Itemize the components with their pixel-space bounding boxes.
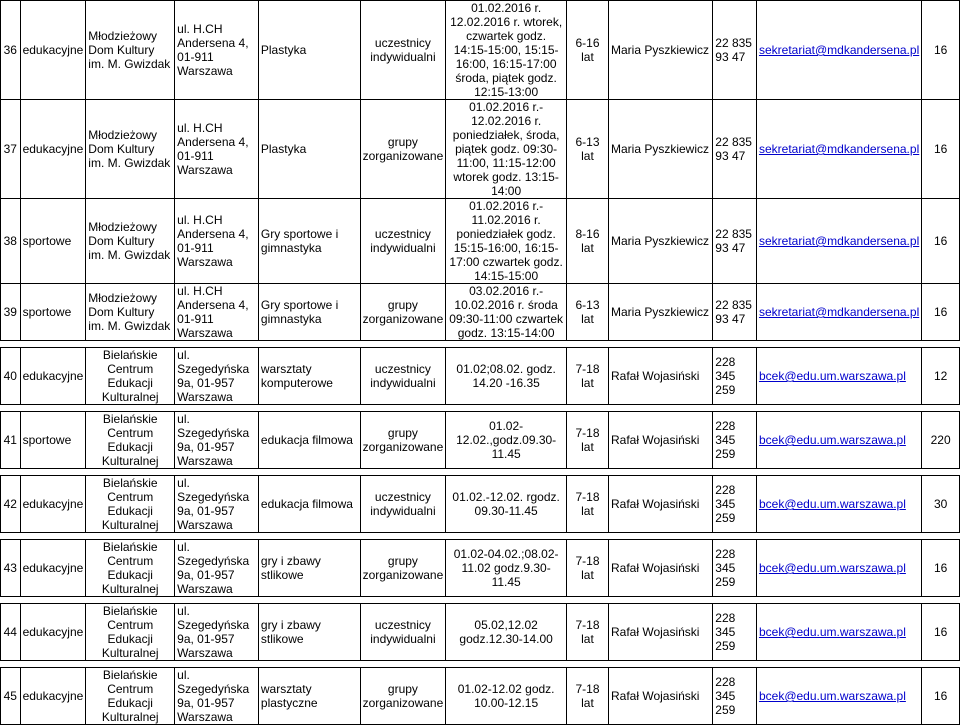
row-number: 42	[1, 476, 21, 533]
row-organizer: Młodzieżowy Dom Kultury im. M. Gwizdak	[86, 100, 175, 199]
row-age: 7-18 lat	[566, 668, 608, 725]
row-age: 7-18 lat	[566, 476, 608, 533]
row-dates: 05.02,12.02 godz.12.30-14.00	[446, 604, 567, 661]
row-email-link[interactable]: bcek@edu.um.warszawa.pl	[756, 604, 921, 661]
row-dates: 01.02-12.02 godz. 10.00-12.15	[446, 668, 567, 725]
row-dates: 01.02.2016 r.- 12.02.2016 r. poniedziałek, środa, piątek godz. 09:30-11:00, 11:15-12:00 wtorek godz. 13:15-14:00	[446, 100, 567, 199]
row-dates: 01.02-04.02.;08.02-11.02 godz.9.30-11.45	[446, 540, 567, 597]
row-organizer: Młodzieżowy Dom Kultury im. M. Gwizdak	[86, 284, 175, 341]
row-age: 7-18 lat	[566, 412, 608, 469]
row-dates: 01.02.2016 r.- 11.02.2016 r. poniedziałek godz. 15:15-16:00, 16:15-17:00 czwartek godz. 14:15-15:00	[446, 199, 567, 284]
row-contact-person: Maria Pyszkiewicz	[608, 199, 712, 284]
row-count: 16	[922, 284, 960, 341]
row-email-link[interactable]: sekretariat@mdkandersena.pl	[756, 1, 921, 100]
row-email-link[interactable]: bcek@edu.um.warszawa.pl	[756, 348, 921, 405]
row-dates: 01.02.-12.02. rgodz. 09.30-11.45	[446, 476, 567, 533]
row-email-link[interactable]: bcek@edu.um.warszawa.pl	[756, 540, 921, 597]
table-row	[1, 199, 960, 284]
row-activity: Gry sportowe i gimnastyka	[258, 284, 360, 341]
row-type: edukacyjne	[20, 100, 86, 199]
row-spacer	[1, 597, 960, 604]
row-contact-person: Maria Pyszkiewicz	[608, 1, 712, 100]
row-type: sportowe	[20, 284, 86, 341]
table-row	[1, 540, 960, 597]
row-type: edukacyjne	[20, 668, 86, 725]
row-count: 12	[922, 348, 960, 405]
row-age: 6-13 lat	[566, 100, 608, 199]
row-number: 38	[1, 199, 21, 284]
row-activity: warsztaty plastyczne	[258, 668, 360, 725]
row-activity: edukacja filmowa	[258, 476, 360, 533]
row-phone: 228 345 259	[713, 668, 757, 725]
row-organizer: Młodzieżowy Dom Kultury im. M. Gwizdak	[86, 1, 175, 100]
row-age: 6-16 lat	[566, 1, 608, 100]
row-count: 16	[922, 540, 960, 597]
row-contact-person: Rafał Wojasiński	[608, 604, 712, 661]
row-phone: 228 345 259	[713, 348, 757, 405]
row-contact-person: Maria Pyszkiewicz	[608, 284, 712, 341]
row-form: grupy zorganizowane	[360, 540, 446, 597]
row-type: edukacyjne	[20, 476, 86, 533]
row-dates: 01.02.2016 r. 12.02.2016 r. wtorek, czwartek godz. 14:15-15:00, 15:15-16:00, 16:15-17:00 środa, piątek godz. 12:15-13:00	[446, 1, 567, 100]
row-organizer: Młodzieżowy Dom Kultury im. M. Gwizdak	[86, 199, 175, 284]
row-count: 16	[922, 668, 960, 725]
row-address: ul. H.CH Andersena 4, 01-911 Warszawa	[175, 284, 259, 341]
row-address: ul. H.CH Andersena 4, 01-911 Warszawa	[175, 1, 259, 100]
table-row	[1, 604, 960, 661]
row-count: 16	[922, 100, 960, 199]
row-contact-person: Rafał Wojasiński	[608, 668, 712, 725]
row-number: 36	[1, 1, 21, 100]
row-number: 37	[1, 100, 21, 199]
row-type: edukacyjne	[20, 348, 86, 405]
row-age: 6-13 lat	[566, 284, 608, 341]
row-organizer: Bielańskie Centrum Edukacji Kulturalnej	[86, 412, 175, 469]
row-phone: 22 835 93 47	[713, 284, 757, 341]
row-organizer: Bielańskie Centrum Edukacji Kulturalnej	[86, 348, 175, 405]
row-count: 220	[922, 412, 960, 469]
row-form: uczestnicy indywidualni	[360, 1, 446, 100]
row-activity: Plastyka	[258, 1, 360, 100]
row-spacer	[1, 341, 960, 348]
row-email-link[interactable]: bcek@edu.um.warszawa.pl	[756, 412, 921, 469]
row-address: ul. H.CH Andersena 4, 01-911 Warszawa	[175, 199, 259, 284]
table-row	[1, 284, 960, 341]
row-email-link[interactable]: bcek@edu.um.warszawa.pl	[756, 476, 921, 533]
row-count: 16	[922, 199, 960, 284]
row-form: uczestnicy indywidualni	[360, 476, 446, 533]
row-age: 8-16 lat	[566, 199, 608, 284]
row-email-link[interactable]: sekretariat@mdkandersena.pl	[756, 199, 921, 284]
table-row	[1, 476, 960, 533]
row-form: uczestnicy indywidualni	[360, 199, 446, 284]
row-number: 45	[1, 668, 21, 725]
row-contact-person: Rafał Wojasiński	[608, 540, 712, 597]
row-type: edukacyjne	[20, 540, 86, 597]
row-address: ul. Szegedyńska 9a, 01-957 Warszawa	[175, 604, 259, 661]
row-phone: 22 835 93 47	[713, 199, 757, 284]
row-activity: warsztaty komputerowe	[258, 348, 360, 405]
row-number: 39	[1, 284, 21, 341]
row-type: sportowe	[20, 412, 86, 469]
row-count: 16	[922, 604, 960, 661]
row-contact-person: Rafał Wojasiński	[608, 412, 712, 469]
row-count: 16	[922, 1, 960, 100]
row-activity: Gry sportowe i gimnastyka	[258, 199, 360, 284]
row-type: sportowe	[20, 199, 86, 284]
row-number: 41	[1, 412, 21, 469]
row-spacer	[1, 405, 960, 412]
row-email-link[interactable]: bcek@edu.um.warszawa.pl	[756, 668, 921, 725]
row-address: ul. H.CH Andersena 4, 01-911 Warszawa	[175, 100, 259, 199]
row-age: 7-18 lat	[566, 540, 608, 597]
row-phone: 228 345 259	[713, 476, 757, 533]
row-phone: 228 345 259	[713, 604, 757, 661]
row-organizer: Bielańskie Centrum Edukacji Kulturalnej	[86, 604, 175, 661]
row-form: uczestnicy indywidualni	[360, 604, 446, 661]
row-spacer	[1, 661, 960, 668]
row-address: ul. Szegedyńska 9a, 01-957 Warszawa	[175, 476, 259, 533]
row-spacer	[1, 469, 960, 476]
row-form: uczestnicy indywidualni	[360, 348, 446, 405]
row-type: edukacyjne	[20, 1, 86, 100]
row-organizer: Bielańskie Centrum Edukacji Kulturalnej	[86, 668, 175, 725]
table-row	[1, 100, 960, 199]
row-organizer: Bielańskie Centrum Edukacji Kulturalnej	[86, 540, 175, 597]
row-count: 30	[922, 476, 960, 533]
row-phone: 22 835 93 47	[713, 100, 757, 199]
row-form: grupy zorganizowane	[360, 668, 446, 725]
row-phone: 22 835 93 47	[713, 1, 757, 100]
row-age: 7-18 lat	[566, 348, 608, 405]
row-number: 40	[1, 348, 21, 405]
row-number: 44	[1, 604, 21, 661]
table-row	[1, 412, 960, 469]
row-email-link[interactable]: sekretariat@mdkandersena.pl	[756, 284, 921, 341]
row-activity: gry i zbawy stlikowe	[258, 604, 360, 661]
row-address: ul. Szegedyńska 9a, 01-957 Warszawa	[175, 348, 259, 405]
row-contact-person: Maria Pyszkiewicz	[608, 100, 712, 199]
row-spacer	[1, 533, 960, 540]
row-organizer: Bielańskie Centrum Edukacji Kulturalnej	[86, 476, 175, 533]
row-activity: gry i zbawy stlikowe	[258, 540, 360, 597]
row-dates: 01.02-12.02.,godz.09.30-11.45	[446, 412, 567, 469]
row-form: grupy zorganizowane	[360, 100, 446, 199]
table-row	[1, 668, 960, 725]
row-activity: edukacja filmowa	[258, 412, 360, 469]
row-form: grupy zorganizowane	[360, 284, 446, 341]
table-row	[1, 348, 960, 405]
row-address: ul. Szegedyńska 9a, 01-957 Warszawa	[175, 412, 259, 469]
row-form: grupy zorganizowane	[360, 412, 446, 469]
row-email-link[interactable]: sekretariat@mdkandersena.pl	[756, 100, 921, 199]
row-contact-person: Rafał Wojasiński	[608, 476, 712, 533]
row-dates: 03.02.2016 r.- 10.02.2016 r. środa 09:30-11:00 czwartek godz. 13:15-14:00	[446, 284, 567, 341]
row-phone: 228 345 259	[713, 412, 757, 469]
row-address: ul. Szegedyńska 9a, 01-957 Warszawa	[175, 668, 259, 725]
row-activity: Plastyka	[258, 100, 360, 199]
row-dates: 01.02;08.02. godz. 14.20 -16.35	[446, 348, 567, 405]
row-phone: 228 345 259	[713, 540, 757, 597]
row-number: 43	[1, 540, 21, 597]
row-contact-person: Rafał Wojasiński	[608, 348, 712, 405]
row-type: edukacyjne	[20, 604, 86, 661]
row-age: 7-18 lat	[566, 604, 608, 661]
row-address: ul. Szegedyńska 9a, 01-957 Warszawa	[175, 540, 259, 597]
table-row	[1, 1, 960, 100]
